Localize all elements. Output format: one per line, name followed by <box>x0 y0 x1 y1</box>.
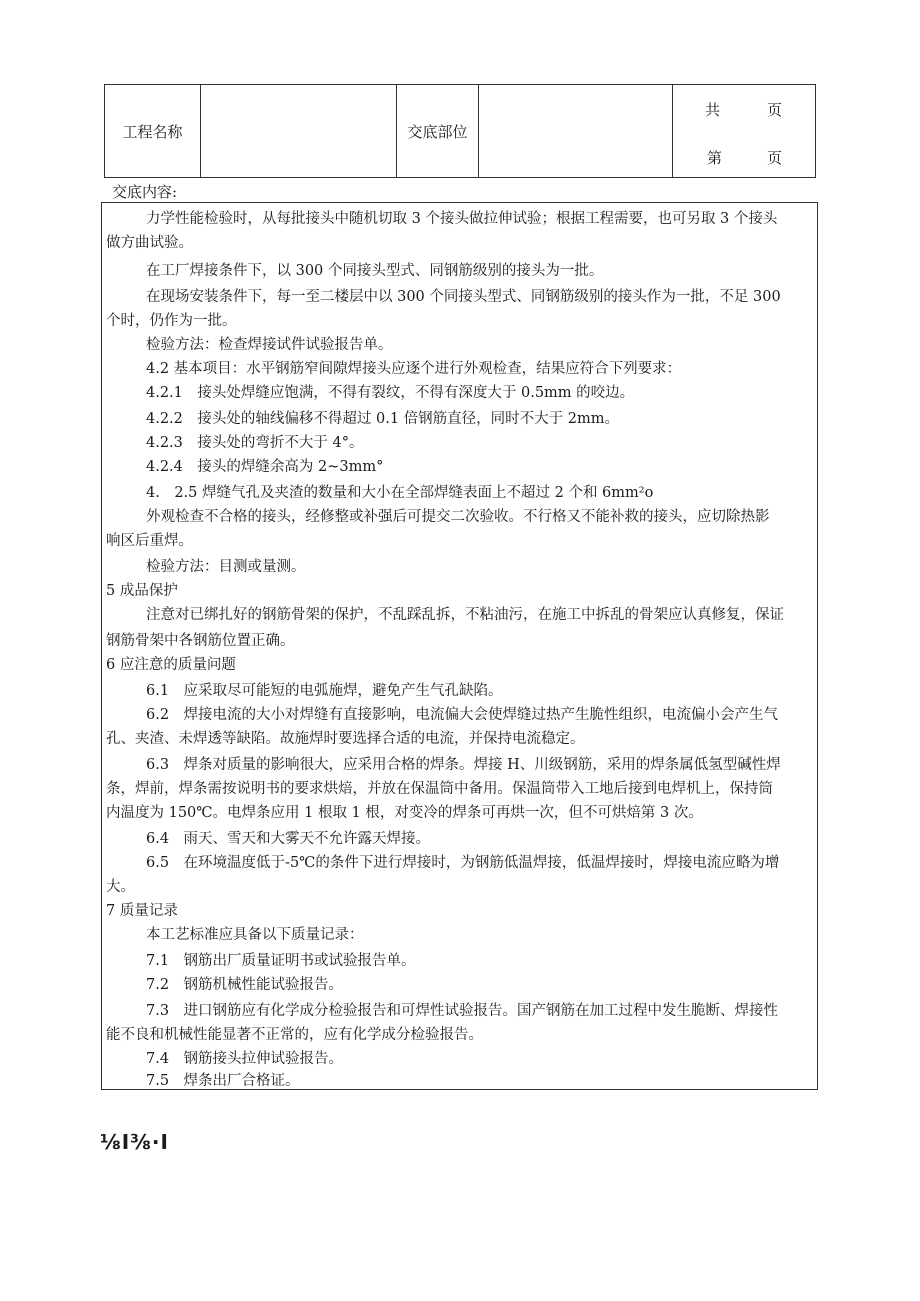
section-heading: 7 质量记录 <box>106 903 178 919</box>
content-line: 在工厂焊接条件下，以 300 个同接头型式、同钢筋级别的接头为一批。 <box>146 263 604 279</box>
current-page-prefix: 第 <box>707 149 723 167</box>
content-line: 4.2 基本项目：水平钢筋窄间隙焊接头应逐个进行外观检查，结果应符合下列要求： <box>146 361 682 377</box>
content-line: 7.4 钢筋接头拉伸试验报告。 <box>146 1051 344 1067</box>
location-value-cell <box>479 85 673 177</box>
content-line: 7.1 钢筋出厂质量证明书或试验报告单。 <box>146 953 416 969</box>
content-line: 个时，仍作为一批。 <box>106 313 237 329</box>
project-name-value-cell <box>201 85 397 177</box>
content-line: 4.2.1 接头处焊缝应饱满，不得有裂纹，不得有深度大于 0.5mm 的咬边。 <box>146 385 635 401</box>
content-line: 响区后重焊。 <box>106 533 193 549</box>
section-heading: 6 应注意的质量问题 <box>106 657 236 673</box>
content-line: 6.3 焊条对质量的影响很大，应采用合格的焊条。焊接 H、川级钢筋，采用的焊条属低氢型碱性焊 <box>146 757 781 773</box>
content-line: 大。 <box>106 879 135 895</box>
section-heading: 5 成品保护 <box>106 583 178 599</box>
page-count-cell <box>673 85 815 177</box>
contents-label: 交底内容: <box>112 183 178 201</box>
content-line: 外观检查不合格的接头，经修整或补强后可提交二次验收。不行格又不能补救的接头，应切除热影 <box>146 509 770 525</box>
content-line: 力学性能检验时，从每批接头中随机切取 3 个接头做拉伸试验；根据工程需要，也可另取 3 个接头 <box>146 211 778 227</box>
content-line: 能不良和机械性能显著不正常的，应有化学成分检验报告。 <box>106 1027 483 1043</box>
content-line: 本工艺标准应具备以下质量记录： <box>146 927 364 943</box>
content-line: 孔、夹渣、未焊透等缺陷。故施焊时要选择合适的电流，并保持电流稳定。 <box>106 731 585 747</box>
content-line: 4.2.2 接头处的轴线偏移不得超过 0.1 倍钢筋直径，同时不大于 2mm。 <box>146 411 620 427</box>
content-line: 6.2 焊接电流的大小对焊缝有直接影响，电流偏大会使焊缝过热产生脆性组织，电流偏小会产生气 <box>146 707 779 723</box>
total-pages-suffix: 页 <box>767 101 783 119</box>
content-line: 4.2.3 接头处的弯折不大于 4°。 <box>146 435 364 451</box>
content-line: 6.4 雨天、雪天和大雾天不允许露天焊接。 <box>146 831 431 847</box>
total-pages-prefix: 共 <box>705 101 721 119</box>
location-label-cell <box>397 85 479 177</box>
content-line: 4.2.4 接头的焊缝余高为 2~3mm° <box>146 459 384 475</box>
footer-mark: ⅛Ι⅜·Ι <box>100 1130 169 1154</box>
location-label: 交底部位 <box>407 122 468 141</box>
header-table <box>104 84 816 178</box>
content-line: 在现场安装条件下，每一至二楼层中以 300 个同接头型式、同钢筋级别的接头作为一批，不足 300 <box>146 289 781 305</box>
content-line: 6.5 在环境温度低于-5℃的条件下进行焊接时，为钢筋低温焊接，低温焊接时，焊接电流应略为增 <box>146 855 780 871</box>
project-name-label-cell <box>105 85 201 177</box>
content-box <box>101 202 818 1090</box>
content-line: 注意对已绑扎好的钢筋骨架的保护，不乱踩乱拆，不粘油污，在施工中拆乱的骨架应认真修复，保证 <box>146 607 784 623</box>
current-page-suffix: 页 <box>767 149 783 167</box>
content-line: 条，焊前，焊条需按说明书的要求烘焙，并放在保温筒中备用。保温筒带入工地后接到电焊机上，保持筒 <box>106 781 773 797</box>
project-name-label: 工程名称 <box>122 122 183 141</box>
content-line: 7.2 钢筋机械性能试验报告。 <box>146 977 344 993</box>
content-line: 7.3 进口钢筋应有化学成分检验报告和可焊性试验报告。国产钢筋在加工过程中发生脆断、焊接性 <box>146 1003 779 1019</box>
content-line: 7.5 焊条出厂合格证。 <box>146 1073 300 1089</box>
content-line: 4. 2.5 焊缝气孔及夹渣的数量和大小在全部焊缝表面上不超过 2 个和 6mm²o <box>146 485 654 501</box>
content-line: 内温度为 150℃。电焊条应用 1 根取 1 根，对变冷的焊条可再烘一次，但不可烘焙第 3 次。 <box>106 805 703 821</box>
content-line: 做方曲试验。 <box>106 235 193 251</box>
content-line: 检验方法：目测或量测。 <box>146 559 306 575</box>
content-line: 钢筋骨架中各钢筋位置正确。 <box>106 633 295 649</box>
content-line: 6.1 应采取尽可能短的电弧施焊，避免产生气孔缺陷。 <box>146 683 503 699</box>
content-line: 检验方法：检查焊接试件试验报告单。 <box>146 337 393 353</box>
